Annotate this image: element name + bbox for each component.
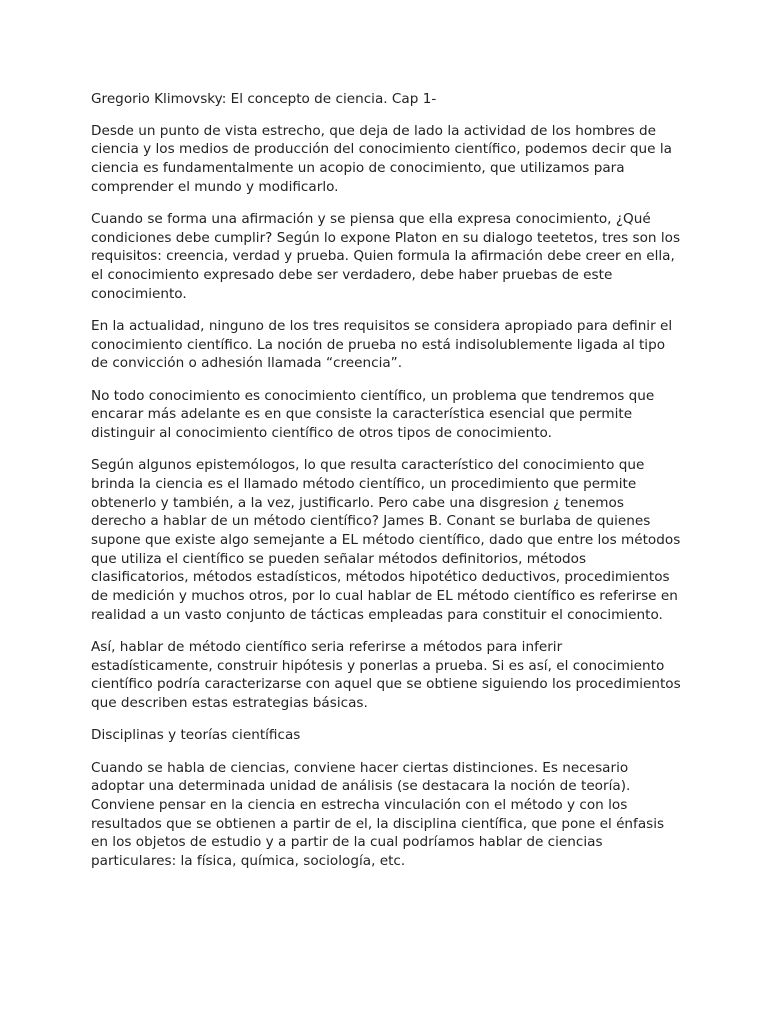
paragraph: No todo conocimiento es conocimiento científico, un problema que tendremos que encarar más adelante es en que consiste la característica esencial que permite distinguir al conocimiento científico de otros tipos de conocimiento.: [91, 387, 655, 442]
section-heading: Disciplinas y teorías científicas: [91, 727, 301, 744]
paragraph: Cuando se habla de ciencias, conviene hacer ciertas distinciones. Es necesario adoptar una determinada unidad de análisis (se destacara la noción de teoría). Conviene pensar en la ciencia en estrecha vinculación con el método y con los resultados que se obtienen a partir de el, la disciplina científica, que pone el énfasis en los objetos de estudio y a partir de la cual podríamos hablar de ciencias particulares: la física, química, sociología, etc.: [91, 759, 665, 870]
document-title: Gregorio Klimovsky: El concepto de ciencia. Cap 1-: [91, 91, 437, 107]
paragraph: Así, hablar de método científico seria referirse a métodos para inferir estadísticamente, construir hipótesis y ponerlas a prueba. Si es así, el conocimiento científico podría caracterizarse con aquel que se obtiene siguiendo los procedimientos que describen estas estrategias básicas.: [91, 639, 681, 712]
paragraph: Según algunos epistemólogos, lo que resulta característico del conocimiento que brinda la ciencia es el llamado método científico, un procedimiento que permite obtenerlo y también, a la vez, justificarlo. Pero cabe una disgresion ¿ tenemos derecho a hablar de un método científico? James B. Conant se burlaba de quienes supone que existe algo semejante a EL método científico, dado que entre los métodos que utiliza el científico se pueden señalar métodos definitorios, métodos clasificatorios, métodos estadísticos, métodos hipotético deductivos, procedimientos de medición y muchos otros, por lo cual hablar de EL método científico es referirse en realidad a un vasto conjunto de tácticas empleadas para constituir el conocimiento.: [91, 457, 681, 623]
paragraph: Cuando se forma una afirmación y se piensa que ella expresa conocimiento, ¿Qué condiciones debe cumplir? Según lo expone Platon en su dialogo teetetos, tres son los requisitos: creencia, verdad y prueba. Quien formula la afirmación debe creer en ella, el conocimiento expresado debe ser verdadero, debe haber pruebas de este conocimiento.: [91, 211, 681, 302]
paragraph: En la actualidad, ninguno de los tres requisitos se considera apropiado para definir el conocimiento científico. La noción de prueba no está indisolublemente ligada al tipo de convicción o adhesión llamada “creencia”.: [91, 318, 673, 372]
document-page: [91, 90, 683, 884]
paragraph: Desde un punto de vista estrecho, que deja de lado la actividad de los hombres de ciencia y los medios de producción del conocimiento científico, podemos decir que la ciencia es fundamentalmente un acopio de conocimiento, que utilizamos para comprender el mundo y modificarlo.: [91, 122, 672, 195]
